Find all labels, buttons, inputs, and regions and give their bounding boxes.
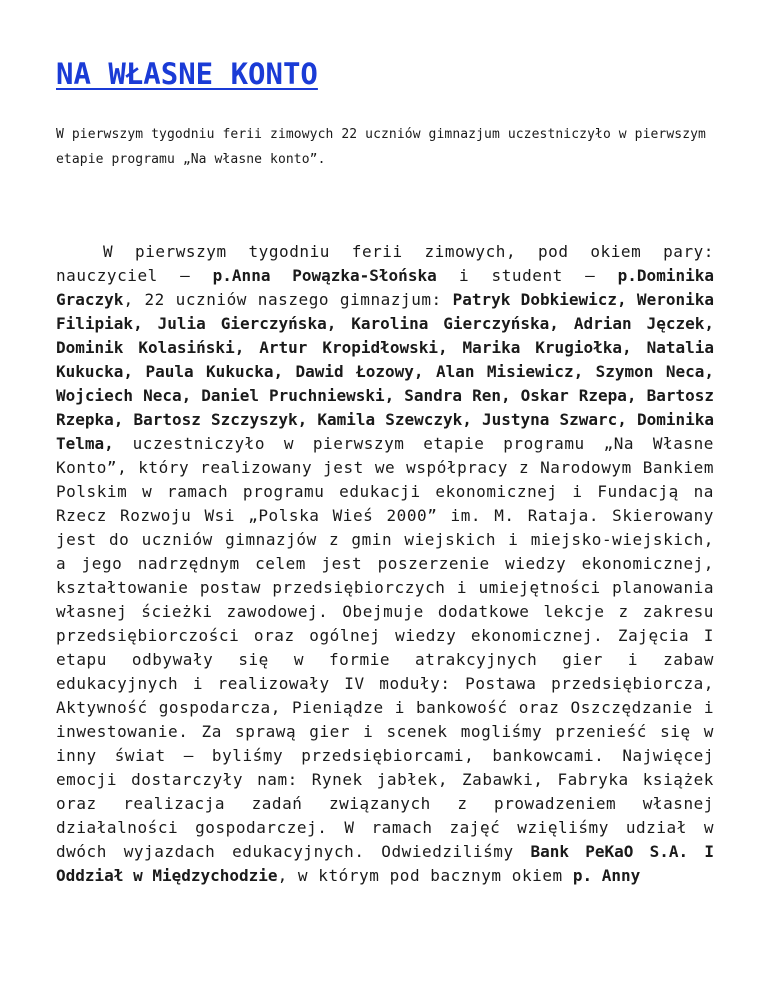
bank-name: Bank PeKaO S.A. I Oddział w Międzychodzie [56,842,714,885]
body-text-5: , w którym pod bacznym okiem [277,866,573,885]
student-list: Patryk Dobkiewicz, Weronika Filipiak, Julia Gierczyńska, Karolina Gierczyńska, Adrian Jęczek, Dominik Kolasiński, Artur Kropidłowski, Marika Krugiołka, Natalia Kukucka, Paula Kukucka, Dawid Łozowy, Alan Misiewicz, Szymon Neca, Wojciech Neca, Daniel Pruchniewski, Sandra Ren, Oskar Rzepa, Bartosz Rzepka, Bartosz Szczyszyk, Kamila Szewczyk, Justyna Szwarc, Dominika Telma, [56,290,714,453]
article [56,52,714,888]
post-title-link[interactable]: NA WŁASNE KONTO [56,57,318,91]
post-excerpt: W pierwszym tygodniu ferii zimowych 22 uczniów gimnazjum uczestniczyło w pierwszym etapie programu „Na własne konto”. [56,127,706,167]
person-name: p. Anny [572,866,641,885]
body-text-3: , 22 uczniów naszego gimnazjum: [123,290,453,309]
article-body [56,240,714,888]
student-name: p.Dominika Graczyk [56,266,714,309]
body-text-1: W pierwszym tygodniu ferii zimowych, pod okiem pary: nauczyciel – [56,242,714,285]
body-text-4: uczestniczyło w pierwszym etapie programu „Na Własne Konto”, który realizowany jest we współpracy z Narodowym Bankiem Polskim w ramach programu edukacji ekonomicznej i Fundacją na Rzecz Rozwoju Wsi „Polska Wieś 2000” im. M. Rataja. Skierowany jest do uczniów gimnazjów z gmin wiejskich i miejsko-wiejskich, a jego nadrzędnym celem jest poszerzenie wiedzy ekonomicznej, kształtowanie postaw przedsiębiorczych i umiejętności planowania własnej ścieżki zawodowej. Obejmuje dodatkowe lekcje z zakresu przedsiębiorczości oraz ogólnej wiedzy ekonomicznej. Zajęcia I etapu odbywały się w formie atrakcyjnych gier i zabaw edukacyjnych i realizowały IV moduły: Postawa przedsiębiorcza, Aktywność gospodarcza, Pieniądze i bankowość oraz Oszczędzanie i inwestowanie. Za sprawą gier i scenek mogliśmy przenieść się w inny świat – byliśmy przedsiębiorcami, bankowcami. Najwięcej emocji dostarczyły nam: Rynek jabłek, Zabawki, Fabryka książek oraz realizacja zadań związanych z prowadzeniem własnej działalności gospodarczej. W ramach zajęć wzięliśmy udział w dwóch wyjazdach edukacyjnych. Odwiedziliśmy [56,434,714,861]
body-text-2: i student – [436,266,618,285]
teacher-name: p.Anna Powązka-Słońska [212,266,437,285]
